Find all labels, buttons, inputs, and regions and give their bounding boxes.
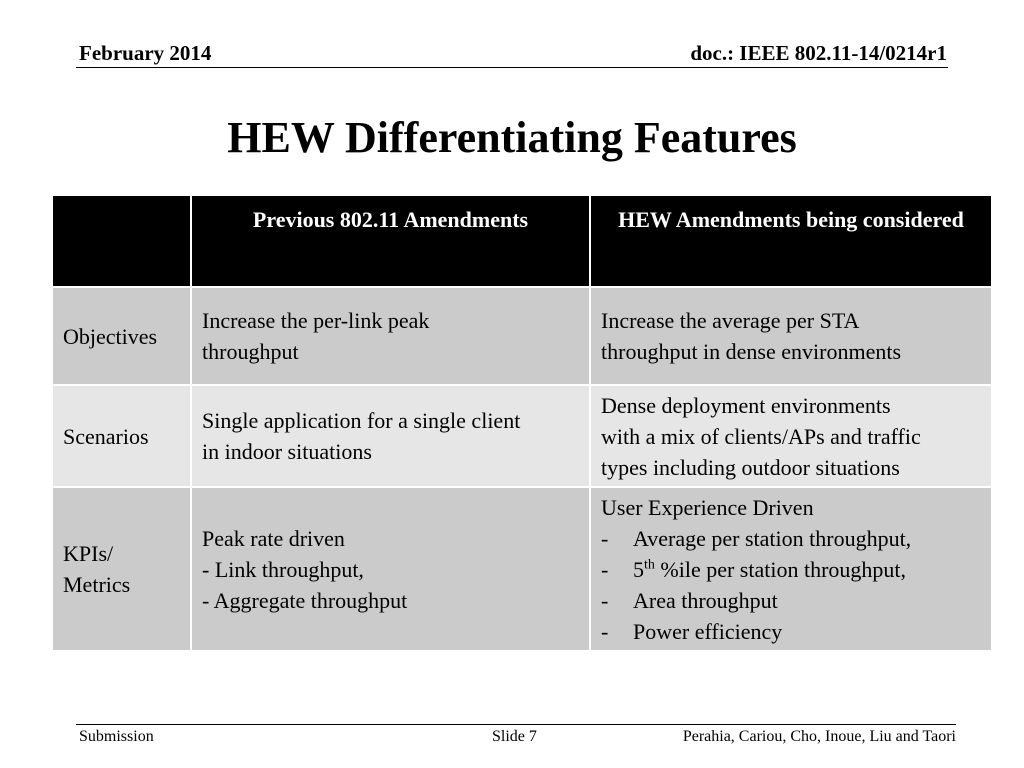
table-row-objectives [52,287,992,385]
footer-authors: Perahia, Cariou, Cho, Inoue, Liu and Taori [682,728,956,745]
list-dash: - [601,587,609,613]
text-line: KPIs/ [63,541,114,566]
text-line: throughput [202,339,299,364]
list-dash: - [601,525,609,551]
cell-objectives-previous [191,287,590,385]
row-label-kpis [52,487,191,651]
list-item [601,523,981,554]
list-dash: - [601,618,609,644]
header-date: February 2014 [79,41,212,65]
text-line: - Aggregate throughput [202,587,408,613]
table-row-kpis [52,487,992,651]
row-label-scenarios: Scenarios [52,385,191,487]
list-item [601,585,981,616]
table-header-row [52,195,992,287]
cell-kpis-previous [191,487,590,651]
header-cell-hew: HEW Amendments being considered [590,195,992,287]
header-divider [76,67,948,68]
text-pre: 5 [633,556,644,582]
cell-objectives-hew [590,287,992,385]
text-line: with a mix of clients/APs and traffic [601,423,921,449]
cell-kpis-hew [590,487,992,651]
text-line: types including outdoor situations [601,454,900,480]
kpi-list [601,523,981,647]
text-line: Increase the average per STA [601,308,860,333]
row-label-objectives: Objectives [52,287,191,385]
text-line: - Link throughput, [202,556,364,582]
list-text: Average per station throughput, [633,525,912,551]
cell-scenarios-previous [191,385,590,487]
slide-title: HEW Differentiating Features [227,113,797,162]
list-text: Area throughput [633,587,778,613]
text-line: throughput in dense environments [601,339,902,364]
header-cell-previous: Previous 802.11 Amendments [191,195,590,287]
text-line: Dense deployment environments [601,392,891,418]
text-line: in indoor situations [202,439,372,464]
features-table [51,194,993,652]
table-row-scenarios [52,385,992,487]
text-line: Peak rate driven [202,525,345,551]
list-item [601,616,981,647]
text-line: User Experience Driven [601,494,814,520]
footer-divider [76,724,956,725]
cell-scenarios-hew [590,385,992,487]
list-dash: - [601,556,609,582]
list-text [633,554,906,585]
header-cell-empty [52,195,191,287]
footer-submission: Submission [79,728,154,745]
text-line: Metrics [63,572,131,597]
header-doc-id: doc.: IEEE 802.11-14/0214r1 [690,41,947,65]
text-line: Single application for a single client [202,408,521,433]
text-line: Increase the per-link peak [202,308,430,333]
text-post: %ile per station throughput, [654,556,907,582]
superscript: th [644,557,655,573]
list-item [601,554,981,585]
footer-slide-number: Slide 7 [492,728,537,745]
list-text: Power efficiency [633,618,783,644]
